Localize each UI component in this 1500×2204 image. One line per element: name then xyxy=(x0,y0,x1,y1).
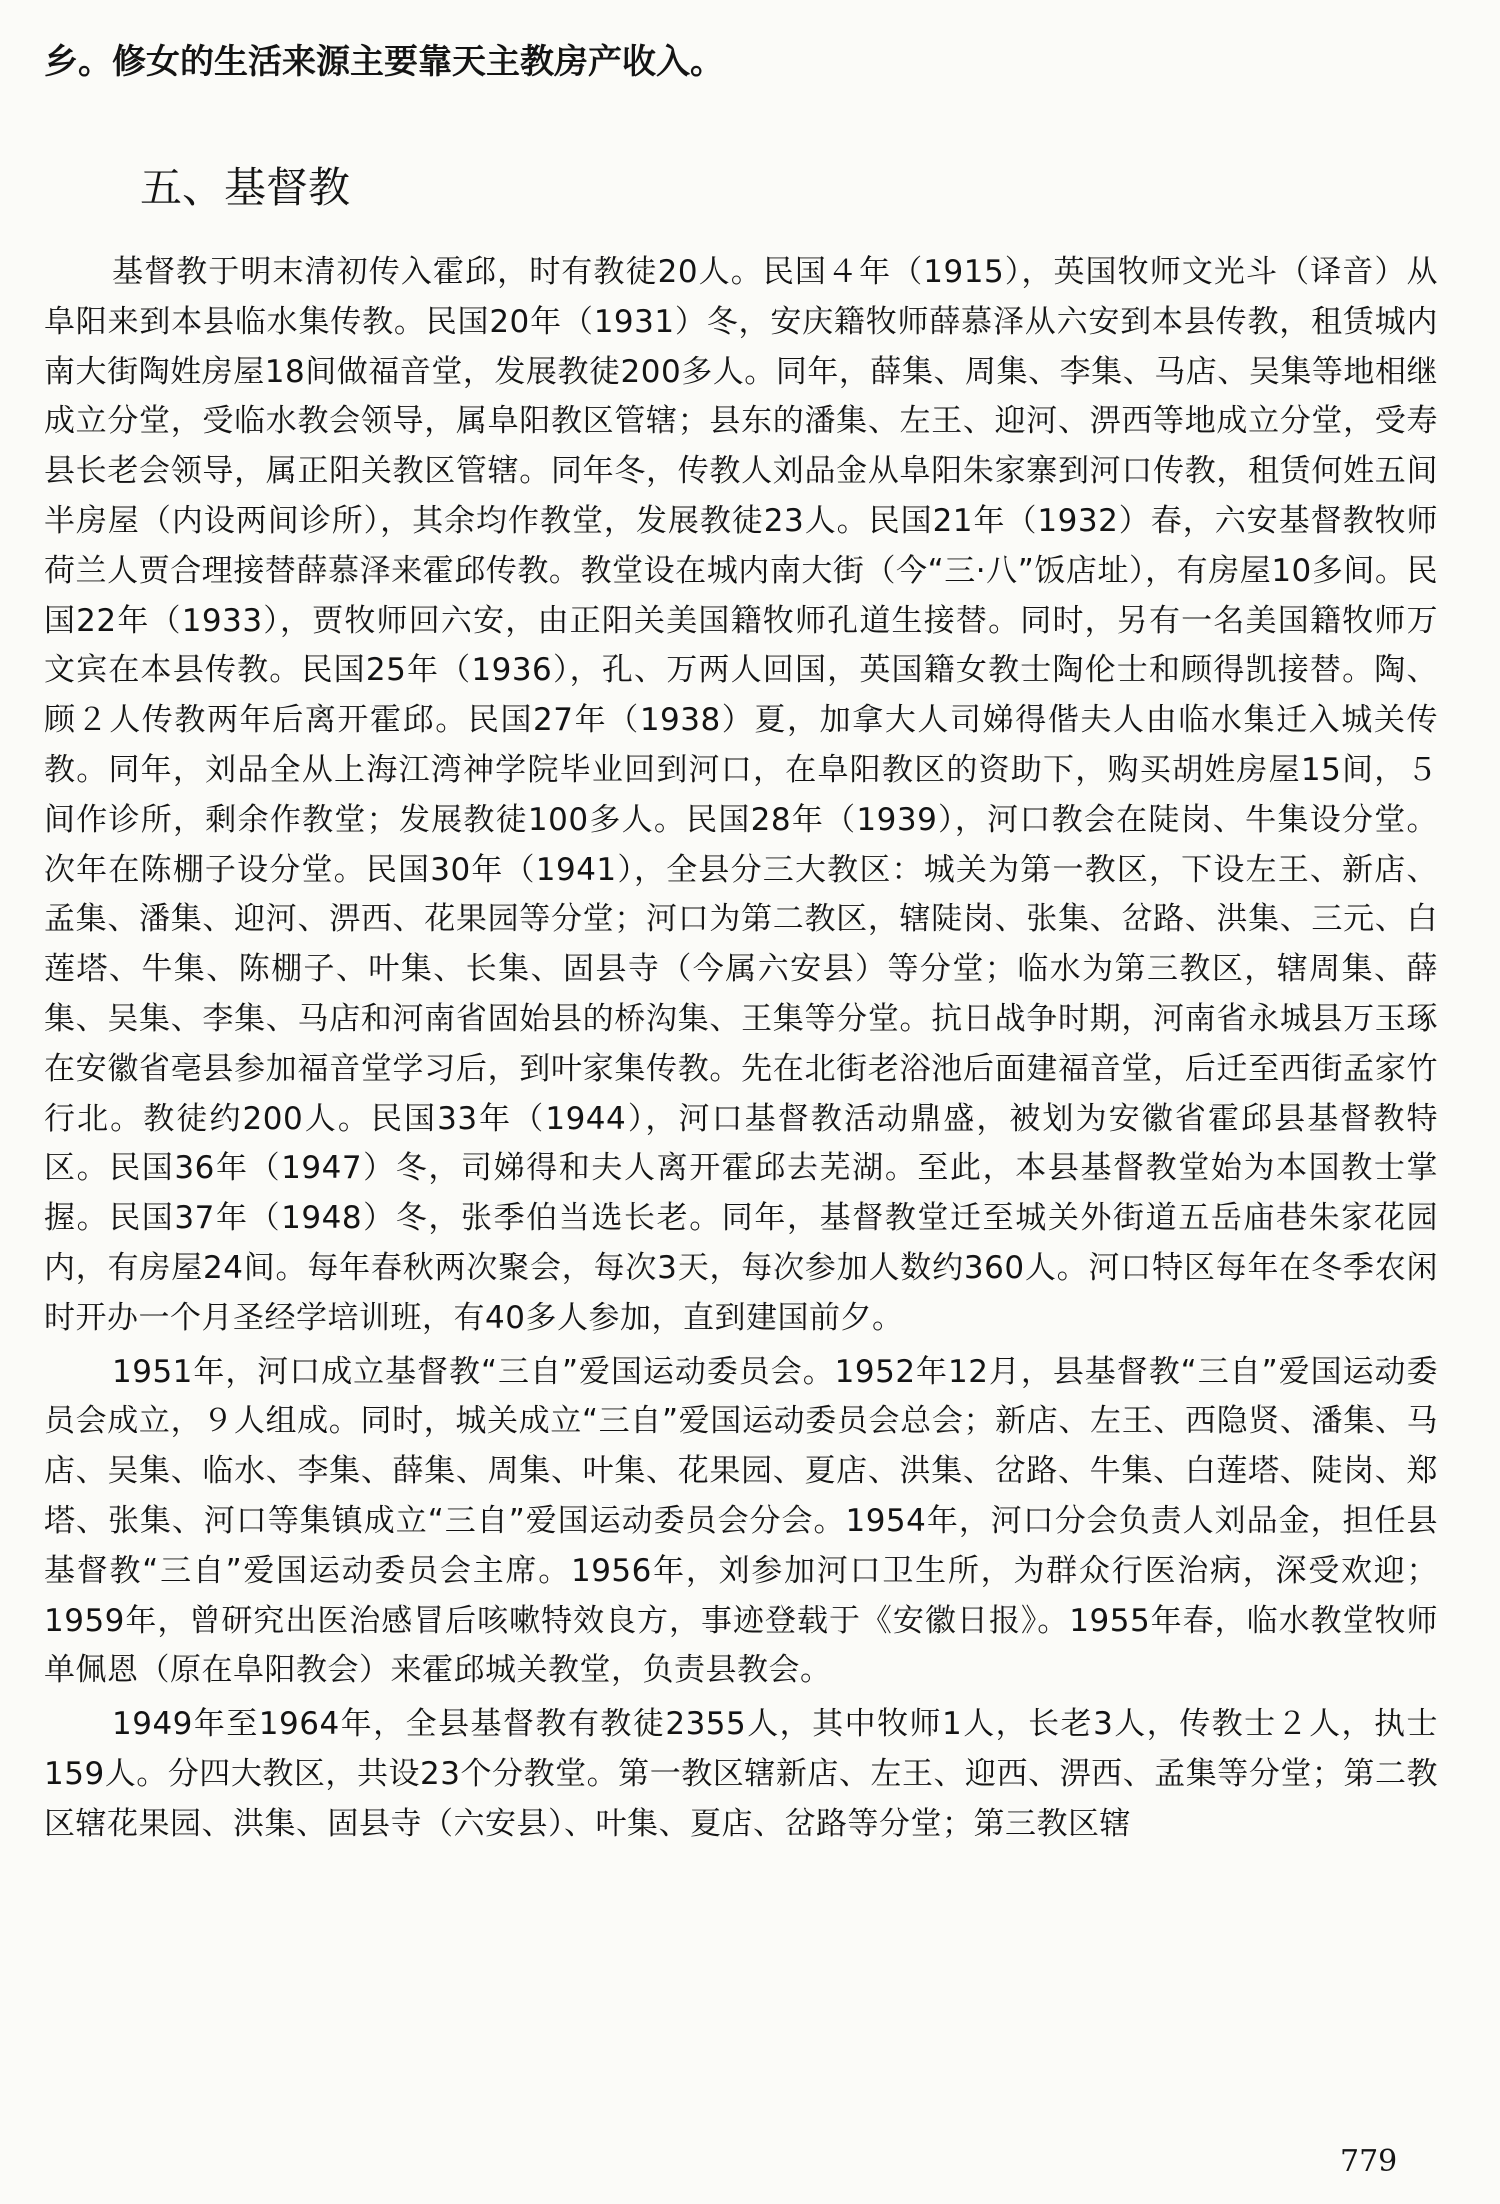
paragraph-statistics: 1949年至1964年，全县基督教有教徒2355人，其中牧师1人，长老3人，传教士２人，执士159人。分四大教区，共设23个分教堂。第一教区辖新店、左王、迎西、淠西、孟集等分堂；第二教区辖花果园、洪集、固县寺（六安县）、叶集、夏店、岔路等分堂；第三教区辖 xyxy=(44,1706,1438,1842)
body-text xyxy=(44,248,1438,1854)
continued-line: 乡。修女的生活来源主要靠天主教房产收入。 xyxy=(44,42,724,82)
paragraph-history: 基督教于明末清初传入霍邱，时有教徒20人。民国４年（1915），英国牧师文光斗（译音）从阜阳来到本县临水集传教。民国20年（1931）冬，安庆籍牧师薛慕泽从六安到本县传教，租赁城内南大街陶姓房屋18间做福音堂，发展教徒200多人。同年，薛集、周集、李集、马店、吴集等地相继成立分堂，受临水教会领导，属阜阳教区管辖；县东的潘集、左王、迎河、淠西等地成立分堂，受寿县长老会领导，属正阳关教区管辖。同年冬，传教人刘品金从阜阳朱家寨到河口传教，租赁何姓五间半房屋（内设两间诊所），其余均作教堂，发展教徒23人。民国21年（1932）春，六安基督教牧师荷兰人贾合理接替薛慕泽来霍邱传教。教堂设在城内南大街（今“三·八”饭店址），有房屋10多间。民国22年（1933），贾牧师回六安，由正阳关美国籍牧师孔道生接替。同时，另有一名美国籍牧师万文宾在本县传教。民国25年（1936），孔、万两人回国，英国籍女教士陶伦士和顾得凯接替。陶、顾２人传教两年后离开霍邱。民国27年（1938）夏，加拿大人司娣得偕夫人由临水集迁入城关传教。同年，刘品全从上海江湾神学院毕业回到河口，在阜阳教区的资助下，购买胡姓房屋15间，５间作诊所，剩余作教堂；发展教徒100多人。民国28年（1939），河口教会在陡岗、牛集设分堂。次年在陈棚子设分堂。民国30年（1941），全县分三大教区：城关为第一教区，下设左王、新店、孟集、潘集、迎河、淠西、花果园等分堂；河口为第二教区，辖陡岗、张集、岔路、洪集、三元、白莲塔、牛集、陈棚子、叶集、长集、固县寺（今属六安县）等分堂；临水为第三教区，辖周集、薛集、吴集、李集、马店和河南省固始县的桥沟集、王集等分堂。抗日战争时期，河南省永城县万玉琢在安徽省亳县参加福音堂学习后，到叶家集传教。先在北街老浴池后面建福音堂，后迁至西街孟家竹行北。教徒约200人。民国33年（1944），河口基督教活动鼎盛，被划为安徽省霍邱县基督教特区。民国36年（1947）冬，司娣得和夫人离开霍邱去芜湖。至此，本县基督教堂始为本国教士掌握。民国37年（1948）冬，张季伯当选长老。同年，基督教堂迁至城关外街道五岳庙巷朱家花园内，有房屋24间。每年春秋两次聚会，每次3天，每次参加人数约360人。河口特区每年在冬季农闲时开办一个月圣经学培训班，有40多人参加，直到建国前夕。 xyxy=(44,254,1438,1336)
section-heading: 五、基督教 xyxy=(140,163,351,212)
paragraph-three-self: 1951年，河口成立基督教“三自”爱国运动委员会。1952年12月，县基督教“三自”爱国运动委员会成立，９人组成。同时，城关成立“三自”爱国运动委员会总会；新店、左王、西隐贤、潘集、马店、吴集、临水、李集、薛集、周集、叶集、花果园、夏店、洪集、岔路、牛集、白莲塔、陡岗、郑塔、张集、河口等集镇成立“三自”爱国运动委员会分会。1954年，河口分会负责人刘品金，担任县基督教“三自”爱国运动委员会主席。1956年，刘参加河口卫生所，为群众行医治病，深受欢迎；1959年，曾研究出医治感冒后咳嗽特效良方，事迹登载于《安徽日报》。1955年春，临水教堂牧师单佩恩（原在阜阳教会）来霍邱城关教堂，负责县教会。 xyxy=(44,1353,1438,1689)
page-number: 779 xyxy=(1340,2144,1398,2179)
